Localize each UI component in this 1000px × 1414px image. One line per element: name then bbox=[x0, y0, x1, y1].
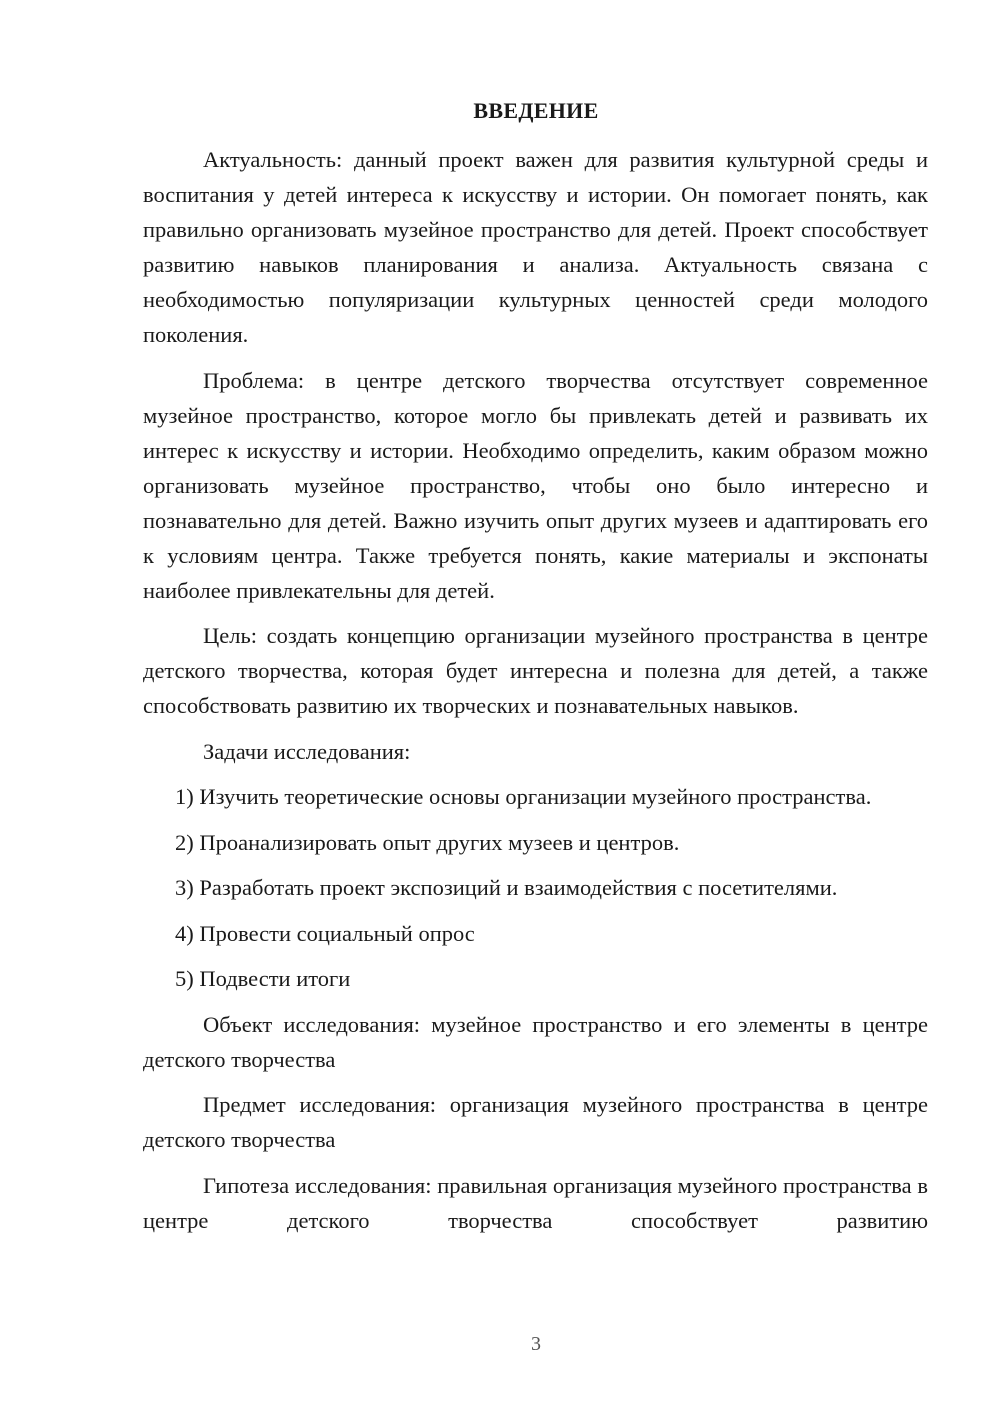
paragraph-subject: Предмет исследования: организация музейного пространства в центре детского творчества bbox=[143, 1092, 928, 1152]
document-body bbox=[143, 142, 928, 1248]
task-item-1: 1) Изучить теоретические основы организации музейного пространства. bbox=[175, 784, 872, 809]
paragraph-relevance: Актуальность: данный проект важен для развития культурной среды и воспитания у детей интереса к искусству и истории. Он помогает понять, как правильно организовать музейное пространство для детей. Проект способствует развитию навыков планирования и анализа. Актуальность связана с необходимостью популяризации культурных ценностей среди молодого поколения. bbox=[143, 147, 928, 347]
paragraph-hypothesis: Гипотеза исследования: правильная организация музейного пространства в центре детского творчества способствует развитию bbox=[143, 1172, 928, 1233]
page-title: ВВЕДЕНИЕ bbox=[473, 98, 599, 123]
tasks-heading: Задачи исследования: bbox=[203, 738, 411, 764]
page-number: 3 bbox=[531, 1333, 541, 1355]
paragraph-object: Объект исследования: музейное пространство и его элементы в центре детского творчества bbox=[143, 1011, 928, 1072]
task-item-4: 4) Провести социальный опрос bbox=[175, 920, 475, 946]
task-item-2: 2) Проанализировать опыт других музеев и центров. bbox=[175, 829, 680, 855]
task-item-3: 3) Разработать проект экспозиций и взаимодействия с посетителями. bbox=[175, 875, 838, 900]
paragraph-problem: Проблема: в центре детского творчества отсутствует современное музейное пространство, которое могло бы привлекать детей и развивать их интерес к искусству и истории. Необходимо определить, каким образом можно организовать музейное пространство, чтобы оно было интересно и познавательно для детей. Важно изучить опыт других музеев и адаптировать его к условиям центра. Также требуется понять, какие материалы и экспонаты наиболее привлекательны для детей. bbox=[143, 367, 928, 603]
paragraph-goal: Цель: создать концепцию организации музейного пространства в центре детского творчества, которая будет интересна и полезна для детей, а также способствовать развитию их творческих и познавательных навыков. bbox=[143, 623, 928, 718]
task-item-5: 5) Подвести итоги bbox=[175, 966, 351, 991]
